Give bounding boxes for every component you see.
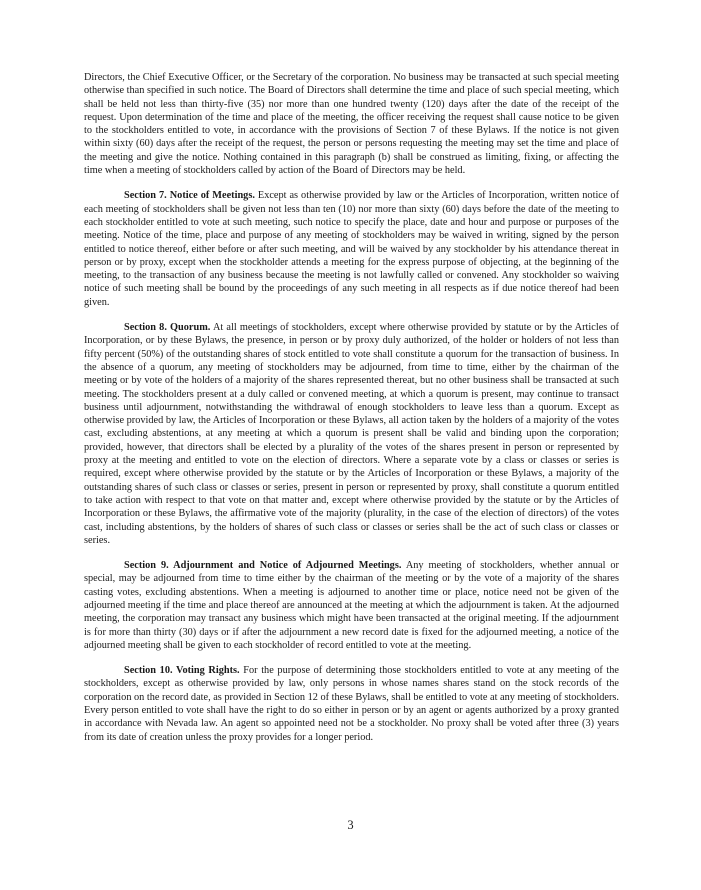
section-8-heading: Section 8. Quorum. (124, 322, 211, 334)
section-9-paragraph (84, 559, 619, 652)
section-8-paragraph (84, 321, 619, 547)
continuation-paragraph: Directors, the Chief Executive Officer, or the Secretary of the corporation. No business may be transacted at such special meeting otherwise than specified in such notice. The Board of Directors shall determine the time and place of such special meeting, which shall be held not less than thirty-five (35) nor more than one hundred twenty (120) days after the date of the receipt of the request. Upon determination of the time and place of the meeting, the officer receiving the request shall cause notice to be given to the stockholders entitled to vote, in accordance with the provisions of Section 7 of these Bylaws. If the notice is not given within sixty (60) days after the receipt of the request, the person or persons requesting the meeting may set the time and place of the meeting and give the notice. Nothing contained in this paragraph (b) shall be construed as limiting, fixing, or affecting the time when a meeting of stockholders called by action of the Board of Directors may be held. (84, 72, 619, 177)
section-9-text: Any meeting of stockholders, whether annual or special, may be adjourned from time to time either by the chairman of the meeting or by the vote of a majority of the shares casting votes, excluding abstentions. When a meeting is adjourned to another time or place, notice need not be given of the adjourned meeting if the time and place thereof are announced at the meeting at which the adjournment is taken. At the adjourned meeting, the corporation may transact any business which might have been transacted at the original meeting. If the adjournment is for more than thirty (30) days or if after the adjournment a new record date is fixed for the adjourned meeting, a notice of the adjourned meeting shall be given to each stockholder of record entitled to vote at the meeting. (84, 560, 619, 651)
section-10-paragraph (84, 664, 619, 744)
section-7-heading: Section 7. Notice of Meetings. (124, 190, 255, 202)
section-7-text: Except as otherwise provided by law or the Articles of Incorporation, written notice of each meeting of stockholders shall be given not less than ten (10) nor more than sixty (60) days before the date of the meeting to each stockholder entitled to vote at such meeting, such notice to specify the place, date and hour and purpose or purposes of the meeting. Notice of the time, place and purpose of any meeting of stockholders may be waived in writing, signed by the person entitled to notice thereof, either before or after such meeting, and will be waived by any stockholder by his attendance thereat in person or by proxy, except when the stockholder attends a meeting for the express purpose of objecting, at the beginning of the meeting, to the transaction of any business because the meeting is not lawfully called or convened. Any stockholder so waiving notice of such meeting shall be bound by the proceedings of any such meeting in all respects as if due notice thereof had been given. (84, 190, 620, 308)
page-number: 3 (347, 818, 354, 832)
section-9-heading: Section 9. Adjournment and Notice of Adjourned Meetings. (124, 560, 402, 572)
section-10-heading: Section 10. Voting Rights. (124, 665, 240, 677)
document-body (84, 71, 619, 744)
section-10-text: For the purpose of determining those stockholders entitled to vote at any meeting of the stockholders, except as otherwise provided by law, only persons in whose names shares stand on the stock records of the corporation on the record date, as provided in Section 12 of these Bylaws, shall be entitled to vote at any meeting of stockholders. Every person entitled to vote shall have the right to do so either in person or by an agent or agents authorized by a proxy granted in accordance with Nevada law. An agent so appointed need not be a stockholder. No proxy shall be voted after three (3) years from its date of creation unless the proxy provides for a longer period. (84, 665, 620, 743)
section-7-paragraph (84, 189, 619, 309)
section-8-text: At all meetings of stockholders, except where otherwise provided by statute or by the Articles of Incorporation, or by these Bylaws, the presence, in person or by proxy duly authorized, of the holder or holders of not less than fifty percent (50%) of the outstanding shares of stock entitled to vote shall constitute a quorum for the transaction of business. In the absence of a quorum, any meeting of stockholders may be adjourned, from time to time, either by the chairman of the meeting or by vote of the holders of a majority of the shares represented thereat, but no other business shall be transacted at such meeting. The stockholders present at a duly called or convened meeting, at which a quorum is present, may continue to transact business until adjournment, notwithstanding the withdrawal of enough stockholders to leave less than a quorum. Except as otherwise provided by law, the Articles of Incorporation or these Bylaws, all action taken by the holders of a majority of the votes cast, excluding abstentions, at any meeting at which a quorum is present shall be valid and binding upon the corporation; provided, however, that directors shall be elected by a plurality of the votes of the shares present in person or represented by proxy at the meeting and entitled to vote on the election of directors. Where a separate vote by a class or classes or series is required, except where otherwise provided by the statute or by the Articles of Incorporation or these Bylaws, a majority of the outstanding shares of such class or classes or series, present in person or represented by proxy, shall constitute a quorum entitled to take action with respect to that vote on that matter and, except where otherwise provided by the statute or by the Articles of Incorporation or these Bylaws, the affirmative vote of the majority (plurality, in the case of the election of directors) of the votes cast, including abstentions, by the holders of shares of such class or classes or series shall be the act of such class or classes or series. (84, 322, 619, 546)
